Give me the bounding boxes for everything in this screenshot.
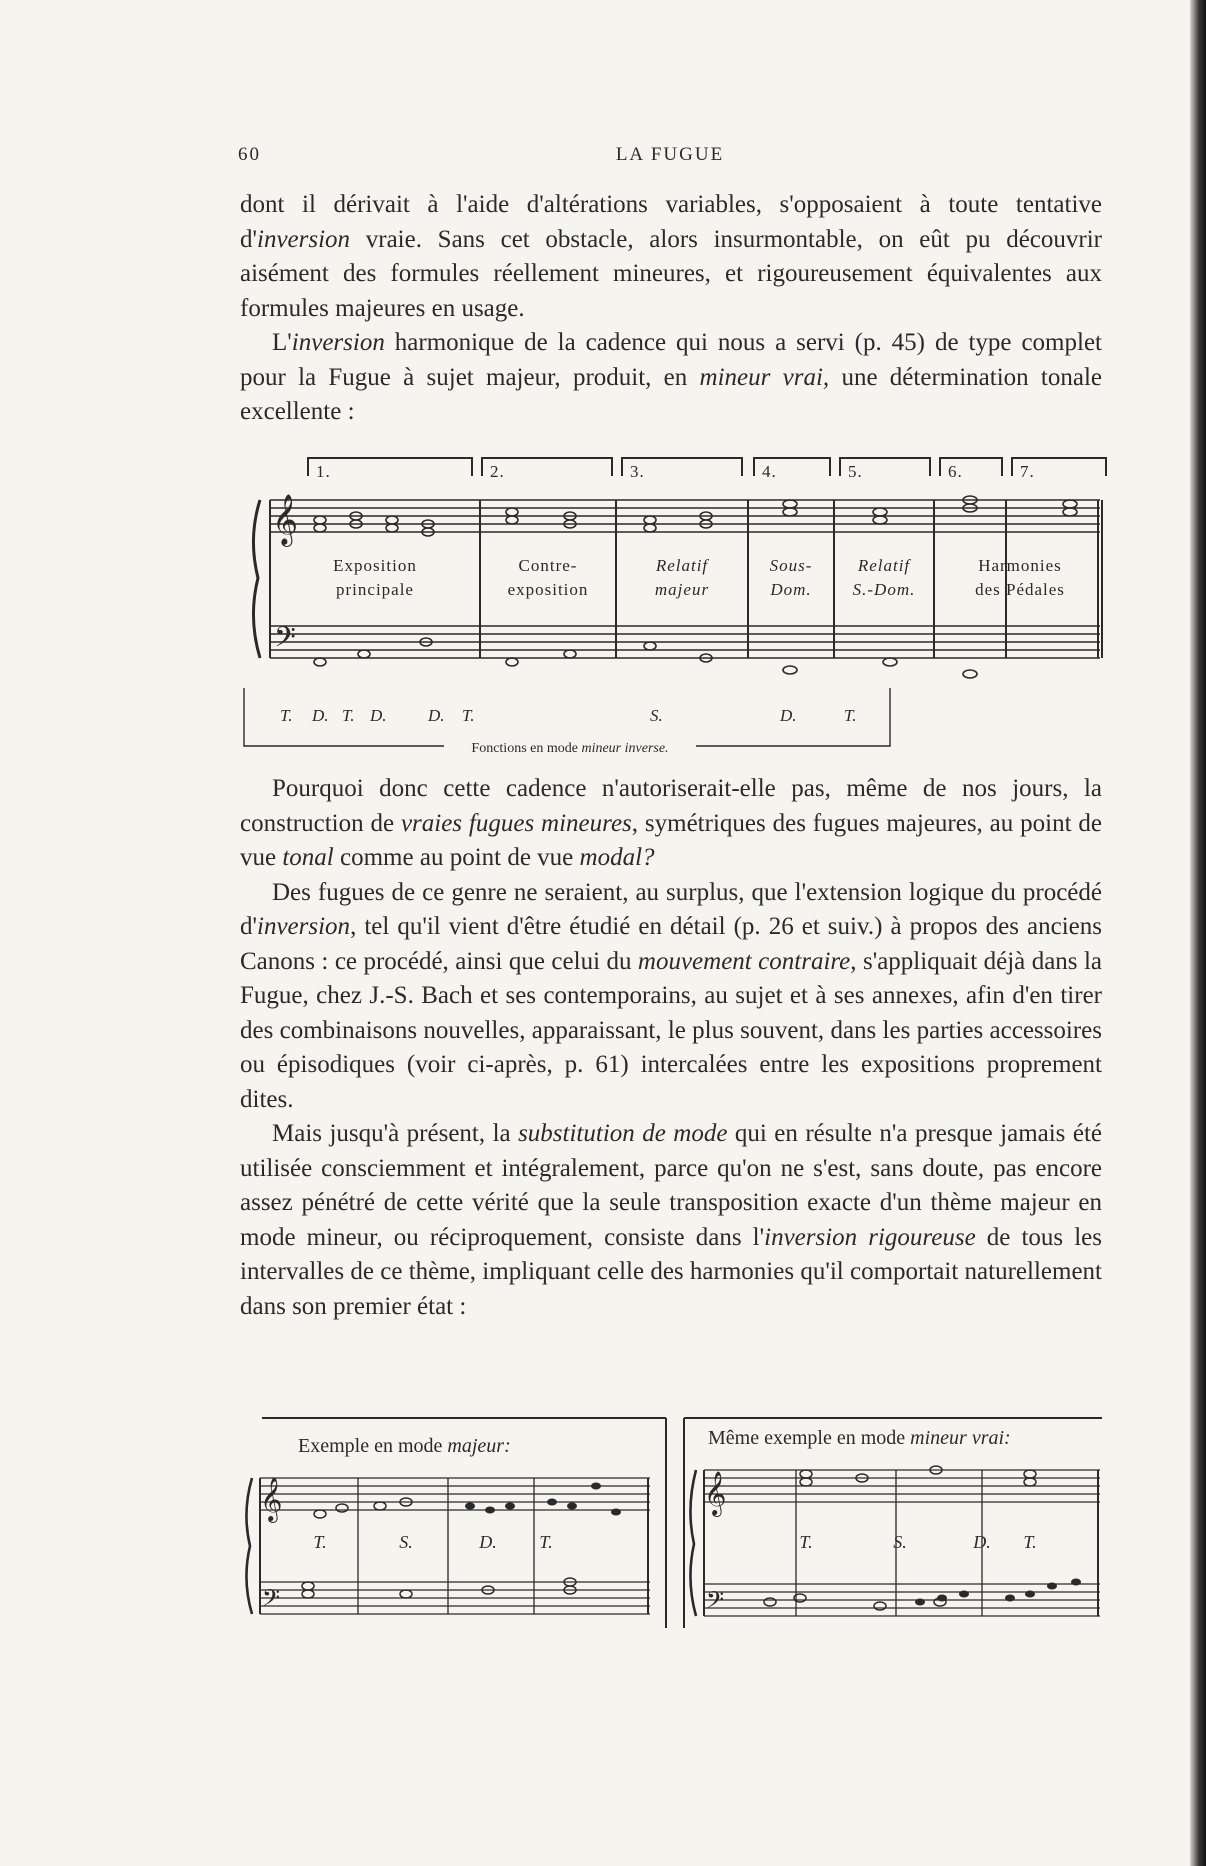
section-label: Dom. (770, 580, 812, 599)
measure-number: 2. (490, 462, 505, 481)
measure-number: 7. (1020, 462, 1035, 481)
music-example-cadence (250, 448, 1110, 756)
function-label: D. (973, 1532, 991, 1552)
running-header (238, 144, 1102, 172)
measure-number: 3. (630, 462, 645, 481)
bass-staff (270, 626, 1100, 658)
running-title: LA FUGUE (615, 144, 725, 165)
paragraph-2: L'inversion harmonique de la cadence qui nous a servi (p. 45) de type complet pour la Fugue à sujet majeur, produit, en mineur vrai, une détermination tonale excellente : (240, 329, 1102, 425)
function-label: T. (539, 1532, 553, 1552)
measure-number: 4. (762, 462, 777, 481)
function-label: D. (780, 706, 797, 725)
function-label: T. (280, 706, 293, 725)
paragraph-3: Pourquoi donc cette cadence n'autoriserait-elle pas, même de nos jours, la construction de vraies fugues mineures, symétriques des fugues majeures, au point de vue tonal comme au point de vue modal? (240, 775, 1103, 871)
section-label: des Pédales (975, 580, 1065, 599)
function-label: T. (313, 1532, 327, 1552)
function-labels (280, 706, 856, 725)
function-label: D. (428, 706, 445, 725)
measure-numbers (316, 462, 1035, 481)
bass-clef-icon: 𝄢 (262, 1586, 281, 1617)
right-example-title: Même exemple en mode mineur vrai: (708, 1427, 1011, 1449)
bass-clef-icon: 𝄢 (706, 1588, 725, 1619)
right-function-labels (799, 1532, 1036, 1552)
paragraph-4: Des fugues de ce genre ne seraient, au surplus, que l'extension logique du procédé d'inversion, tel qu'il vient d'être étudié en détail (p. 26 et suiv.) à propos des anciens Canons : ce procédé, ainsi que celui du mouvement contraire, s'appliquait déjà dans la Fugue, chez J.-S. Bach et ses contemporains, au sujet et à ses annexes, afin d'en tirer des combinaisons nouvelles, apparaissant, le plus souvent, dans les parties accessoires ou épisodiques (voir ci-après, p. 61) intercalées entre les expositions proprement dites. (240, 878, 1103, 1113)
section-label: exposition (507, 580, 589, 599)
section-label: Harmonies (978, 556, 1062, 575)
text-block-middle (240, 772, 1102, 1324)
function-label: T. (462, 706, 475, 725)
page-number: 60 (238, 144, 261, 165)
section-label: Sous- (769, 556, 813, 575)
function-label: D. (479, 1532, 497, 1552)
section-labels (333, 556, 1065, 599)
section-label: majeur (654, 580, 710, 599)
left-example-title: Exemple en mode majeur: (298, 1435, 511, 1457)
brace-icon (253, 500, 260, 658)
music-example-modes (240, 1412, 1106, 1640)
treble-clef-icon: 𝄞 (704, 1473, 727, 1515)
function-label: T. (342, 706, 355, 725)
function-label: S. (650, 706, 663, 725)
section-label: S.-Dom. (852, 580, 916, 599)
bass-clef-icon: 𝄢 (274, 623, 296, 660)
function-label: D. (370, 706, 387, 725)
function-label: T. (844, 706, 857, 725)
text-block-top (240, 188, 1102, 430)
treble-clef-icon: 𝄞 (272, 495, 299, 544)
function-label: S. (399, 1532, 413, 1552)
left-function-labels (313, 1532, 552, 1552)
section-label: principale (336, 580, 414, 599)
measure-number: 1. (316, 462, 331, 481)
brace-icon (246, 1478, 252, 1614)
measure-number: 5. (848, 462, 863, 481)
paragraph-5: Mais jusqu'à présent, la substitution de mode qui en résulte n'a presque jamais été utilisée consciemment et intégralement, parce qu'on ne s'est, sans doute, pas encore assez pénétré de cette vérité que la seule transposition exacte d'un thème majeur en mode mineur, ou réciproquement, consiste dans l'inversion rigoureuse de tous les intervalles de ce thème, impliquant celle des harmonies qu'il comportait naturellement dans son premier état : (240, 1120, 1103, 1320)
function-label: S. (893, 1532, 907, 1552)
page-edge (1190, 0, 1206, 1866)
measure-brackets (308, 458, 1106, 476)
function-label: D. (312, 706, 329, 725)
paragraph-1: dont il dérivait à l'aide d'altérations variables, s'opposaient à toute tentative d'inversion vraie. Sans cet obstacle, alors insurmontable, on eût pu découvrir aisément des formules réellement mineures, et rigoureusement équivalentes aux formules majeures en usage. (240, 191, 1102, 322)
brace-icon (690, 1470, 696, 1616)
section-label: Relatif (857, 556, 911, 575)
function-label: T. (799, 1532, 813, 1552)
measure-number: 6. (948, 462, 963, 481)
section-label: Exposition (333, 556, 417, 575)
functions-caption: Fonctions en mode mineur inverse. (471, 741, 669, 756)
treble-clef-icon: 𝄞 (260, 1479, 283, 1521)
section-label: Relatif (655, 556, 709, 575)
function-label: T. (1023, 1532, 1037, 1552)
section-label: Contre- (518, 556, 578, 575)
